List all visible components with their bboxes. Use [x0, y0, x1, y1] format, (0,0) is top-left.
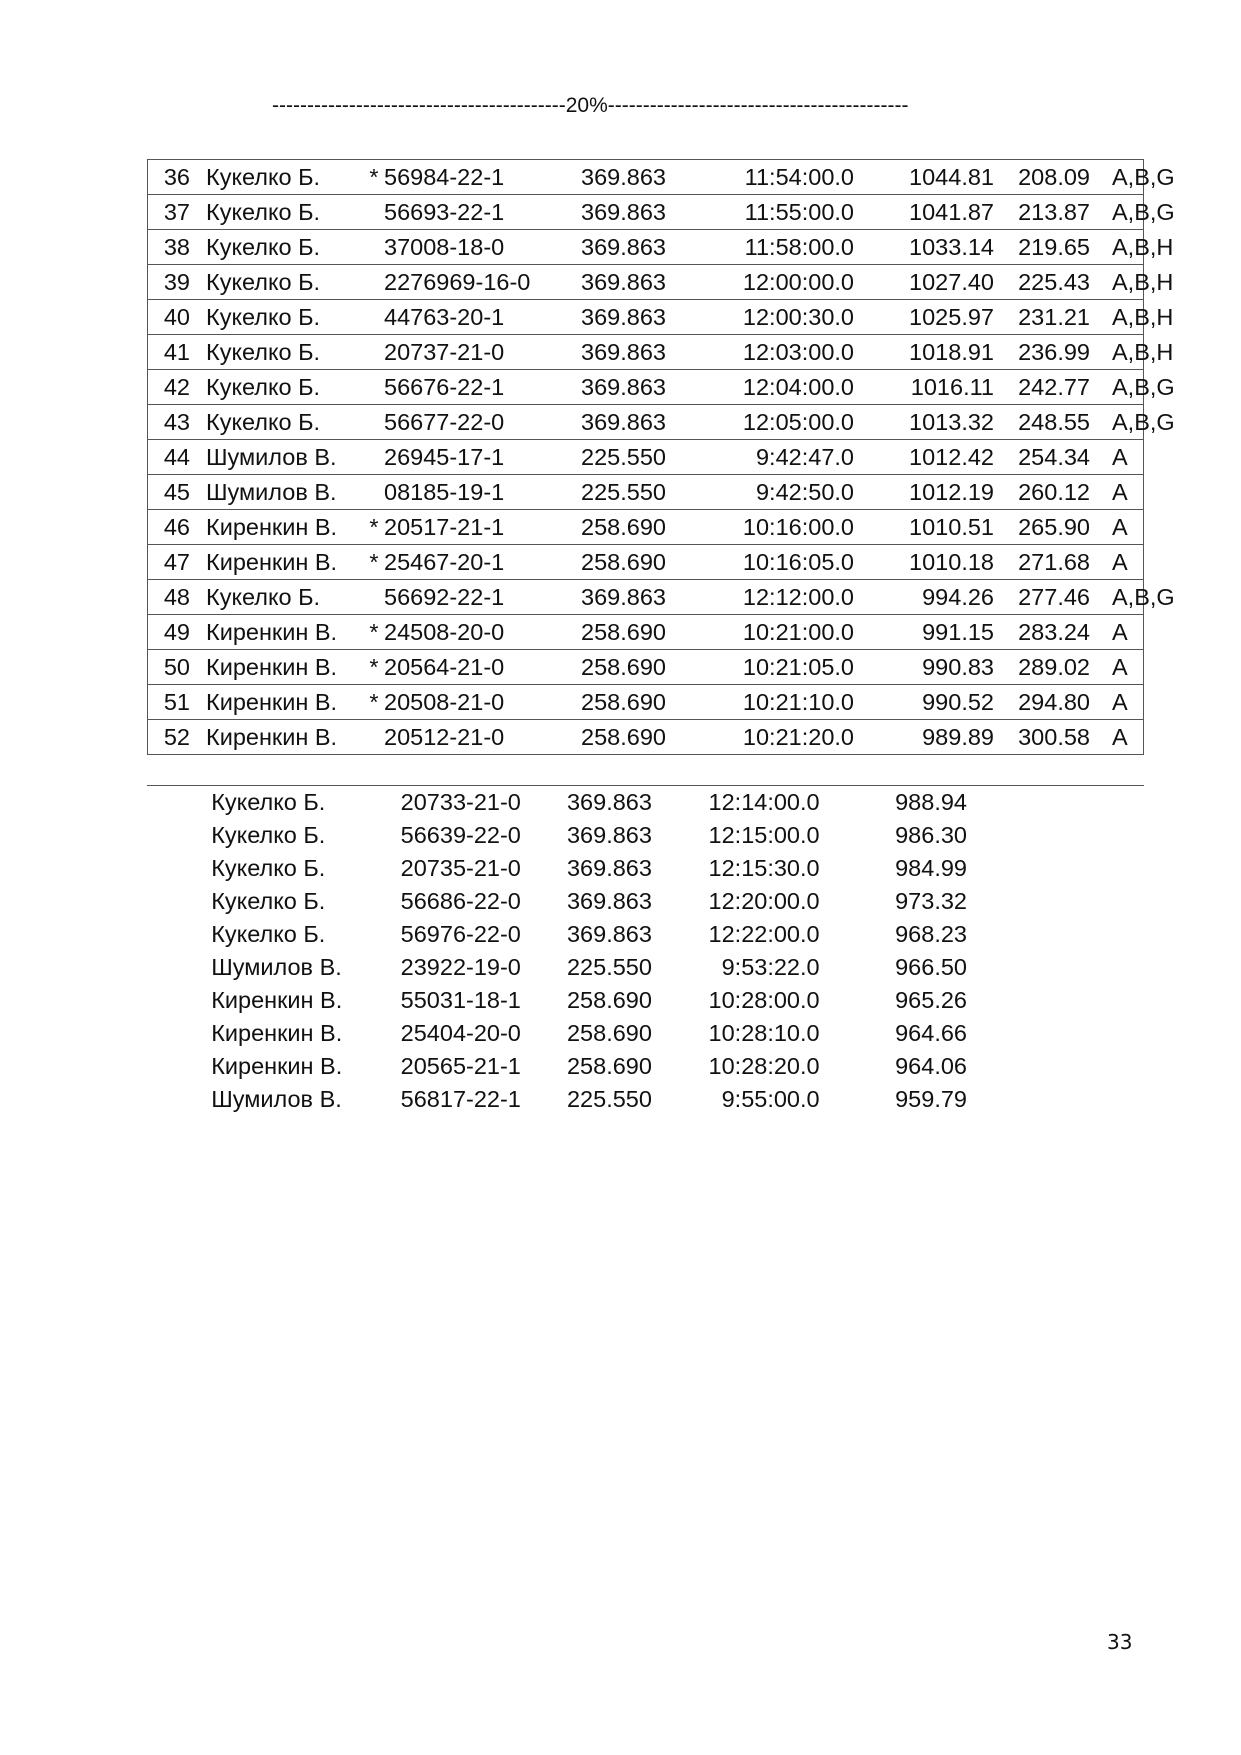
row-number-cell: 41 [148, 335, 197, 370]
value-cell: 1033.14 [894, 230, 1008, 265]
star-mark-cell: * [364, 615, 384, 650]
row-number-cell: 50 [148, 650, 197, 685]
indent-cell [147, 786, 211, 819]
participant-name-cell: Кукелко Б. [196, 230, 364, 265]
position-cell: 283.24 [1008, 615, 1100, 650]
bands-cell: A [1100, 685, 1144, 720]
table-row [148, 720, 1144, 755]
position-cell: 265.90 [1008, 510, 1100, 545]
time-cell: 12:00:30.0 [694, 300, 894, 335]
bands-cell: A [1100, 510, 1144, 545]
star-mark-cell: * [364, 545, 384, 580]
extra-row [147, 819, 967, 852]
participant-name-cell: Кукелко Б. [211, 921, 326, 947]
frequency-cell: 258.690 [546, 545, 694, 580]
table-row [148, 475, 1144, 510]
value-cell: 1013.32 [894, 405, 1008, 440]
row-number-cell: 39 [148, 265, 197, 300]
participant-name-cell: Шумилов В. [211, 1086, 342, 1112]
time-cell: 10:16:00.0 [694, 510, 894, 545]
percent-separator: ------------------------------------------20%------------------------------------------- [272, 94, 909, 117]
value-cell: 984.99 [895, 855, 967, 881]
frequency-cell: 369.863 [566, 921, 652, 947]
extra-row [147, 918, 967, 951]
star-mark-cell [364, 580, 384, 615]
frequency-cell: 369.863 [566, 888, 652, 914]
frequency-cell: 225.550 [566, 1086, 652, 1112]
results-table [147, 159, 1175, 755]
table-row [148, 195, 1144, 230]
extra-row [147, 1050, 967, 1083]
extra-row [147, 852, 967, 885]
row-number-cell: 44 [148, 440, 197, 475]
row-number-cell: 47 [148, 545, 197, 580]
time-cell: 10:21:20.0 [694, 720, 894, 755]
frequency-cell: 258.690 [546, 685, 694, 720]
bands-cell: A [1100, 650, 1144, 685]
participant-name-cell: Кукелко Б. [196, 265, 364, 300]
value-cell: 990.83 [894, 650, 1008, 685]
extra-row [147, 786, 967, 819]
bands-cell: A,B,H [1100, 300, 1144, 335]
indent-cell [147, 852, 211, 885]
row-number-cell: 45 [148, 475, 197, 510]
participant-name-cell: Шумилов В. [211, 954, 342, 980]
record-id-cell: 56976-22-0 [400, 921, 521, 947]
table-row [148, 580, 1144, 615]
value-cell: 964.66 [895, 1020, 967, 1046]
time-cell: 11:58:00.0 [694, 230, 894, 265]
record-id-cell: 56639-22-0 [400, 822, 521, 848]
time-cell: 12:20:00.0 [708, 888, 820, 914]
row-number-cell: 46 [148, 510, 197, 545]
star-mark-cell [364, 195, 384, 230]
participant-name-cell: Кукелко Б. [211, 888, 326, 914]
row-number-cell: 52 [148, 720, 197, 755]
frequency-cell: 369.863 [546, 195, 694, 230]
position-cell: 213.87 [1008, 195, 1100, 230]
position-cell: 236.99 [1008, 335, 1100, 370]
extra-row [147, 1083, 967, 1116]
table-row [148, 300, 1144, 335]
time-cell: 10:21:10.0 [694, 685, 894, 720]
row-number-cell: 37 [148, 195, 197, 230]
value-cell: 968.23 [895, 921, 967, 947]
star-mark-cell [364, 405, 384, 440]
record-id-cell: 20512-21-0 [384, 720, 546, 755]
value-cell: 1010.18 [894, 545, 1008, 580]
record-id-cell: 26945-17-1 [384, 440, 546, 475]
participant-name-cell: Киренкин В. [211, 1020, 343, 1046]
time-cell: 12:15:00.0 [708, 822, 820, 848]
participant-name-cell: Киренкин В. [211, 987, 343, 1013]
position-cell: 248.55 [1008, 405, 1100, 440]
time-cell: 10:21:00.0 [694, 615, 894, 650]
value-cell: 1027.40 [894, 265, 1008, 300]
table-row [148, 685, 1144, 720]
indent-cell [147, 1083, 211, 1116]
table-row [148, 230, 1144, 265]
extra-row [147, 1017, 967, 1050]
star-mark-cell: * [364, 685, 384, 720]
time-cell: 9:53:22.0 [721, 954, 820, 980]
frequency-cell: 258.690 [546, 650, 694, 685]
row-number-cell: 40 [148, 300, 197, 335]
value-cell: 986.30 [895, 822, 967, 848]
bands-cell: A,B,H [1100, 265, 1144, 300]
position-cell: 289.02 [1008, 650, 1100, 685]
value-cell: 964.06 [895, 1053, 967, 1079]
indent-cell [147, 984, 211, 1017]
frequency-cell: 369.863 [566, 855, 652, 881]
time-cell: 12:04:00.0 [694, 370, 894, 405]
record-id-cell: 24508-20-0 [384, 615, 546, 650]
record-id-cell: 20564-21-0 [384, 650, 546, 685]
frequency-cell: 369.863 [546, 230, 694, 265]
row-number-cell: 38 [148, 230, 197, 265]
time-cell: 10:16:05.0 [694, 545, 894, 580]
bands-cell: A [1100, 545, 1144, 580]
frequency-cell: 225.550 [546, 475, 694, 510]
table-row [148, 335, 1144, 370]
frequency-cell: 369.863 [566, 822, 652, 848]
star-mark-cell: * [364, 510, 384, 545]
time-cell: 11:55:00.0 [694, 195, 894, 230]
participant-name-cell: Кукелко Б. [211, 855, 326, 881]
indent-cell [147, 819, 211, 852]
star-mark-cell [364, 335, 384, 370]
record-id-cell: 55031-18-1 [400, 987, 521, 1013]
participant-name-cell: Киренкин В. [196, 685, 364, 720]
table-row [148, 265, 1144, 300]
frequency-cell: 369.863 [546, 265, 694, 300]
value-cell: 989.89 [894, 720, 1008, 755]
value-cell: 991.15 [894, 615, 1008, 650]
bands-cell: A,B,G [1100, 160, 1144, 195]
indent-cell [147, 1017, 211, 1050]
position-cell: 254.34 [1008, 440, 1100, 475]
value-cell: 1044.81 [894, 160, 1008, 195]
record-id-cell: 08185-19-1 [384, 475, 546, 510]
participant-name-cell: Киренкин В. [196, 615, 364, 650]
bands-cell: A,B,G [1100, 370, 1144, 405]
star-mark-cell [364, 475, 384, 510]
participant-name-cell: Киренкин В. [196, 650, 364, 685]
table-row [148, 650, 1144, 685]
time-cell: 10:28:10.0 [708, 1020, 820, 1046]
participant-name-cell: Кукелко Б. [196, 335, 364, 370]
position-cell: 294.80 [1008, 685, 1100, 720]
table-row [148, 615, 1144, 650]
frequency-cell: 258.690 [566, 1020, 652, 1046]
participant-name-cell: Кукелко Б. [196, 300, 364, 335]
bands-cell: A,B,H [1100, 230, 1144, 265]
participant-name-cell: Кукелко Б. [211, 822, 326, 848]
frequency-cell: 369.863 [546, 580, 694, 615]
time-cell: 12:22:00.0 [708, 921, 820, 947]
record-id-cell: 20508-21-0 [384, 685, 546, 720]
participant-name-cell: Кукелко Б. [196, 370, 364, 405]
bands-cell: A [1100, 440, 1144, 475]
position-cell: 208.09 [1008, 160, 1100, 195]
frequency-cell: 225.550 [546, 440, 694, 475]
time-cell: 12:15:30.0 [708, 855, 820, 881]
record-id-cell: 23922-19-0 [400, 954, 521, 980]
record-id-cell: 20517-21-1 [384, 510, 546, 545]
extra-row [147, 885, 967, 918]
record-id-cell: 56692-22-1 [384, 580, 546, 615]
table-row [148, 370, 1144, 405]
position-cell: 242.77 [1008, 370, 1100, 405]
participant-name-cell: Шумилов В. [196, 440, 364, 475]
row-number-cell: 36 [148, 160, 197, 195]
record-id-cell: 2276969-16-0 [384, 265, 546, 300]
position-cell: 271.68 [1008, 545, 1100, 580]
frequency-cell: 258.690 [566, 987, 652, 1013]
record-id-cell: 20733-21-0 [400, 789, 521, 815]
participant-name-cell: Киренкин В. [211, 1053, 343, 1079]
participant-name-cell: Кукелко Б. [211, 789, 326, 815]
bands-cell: A [1100, 720, 1144, 755]
row-number-cell: 49 [148, 615, 197, 650]
frequency-cell: 369.863 [546, 370, 694, 405]
frequency-cell: 258.690 [566, 1053, 652, 1079]
frequency-cell: 369.863 [546, 160, 694, 195]
record-id-cell: 20565-21-1 [400, 1053, 521, 1079]
row-number-cell: 43 [148, 405, 197, 440]
star-mark-cell [364, 230, 384, 265]
record-id-cell: 25467-20-1 [384, 545, 546, 580]
extra-row [147, 984, 967, 1017]
frequency-cell: 369.863 [566, 789, 652, 815]
value-cell: 1041.87 [894, 195, 1008, 230]
table-row [148, 440, 1144, 475]
indent-cell [147, 885, 211, 918]
star-mark-cell [364, 720, 384, 755]
value-cell: 990.52 [894, 685, 1008, 720]
value-cell: 966.50 [895, 954, 967, 980]
table-row [148, 545, 1144, 580]
row-number-cell: 48 [148, 580, 197, 615]
bands-cell: A,B,G [1100, 405, 1144, 440]
indent-cell [147, 1050, 211, 1083]
time-cell: 10:28:00.0 [708, 987, 820, 1013]
bands-cell: A [1100, 475, 1144, 510]
star-mark-cell: * [364, 160, 384, 195]
record-id-cell: 56677-22-0 [384, 405, 546, 440]
value-cell: 1016.11 [894, 370, 1008, 405]
frequency-cell: 258.690 [546, 720, 694, 755]
record-id-cell: 56686-22-0 [400, 888, 521, 914]
page-number: 33 [1107, 1630, 1133, 1654]
time-cell: 9:42:50.0 [694, 475, 894, 510]
extra-results-table [147, 786, 967, 1116]
participant-name-cell: Кукелко Б. [196, 580, 364, 615]
extra-row [147, 951, 967, 984]
time-cell: 10:28:20.0 [708, 1053, 820, 1079]
bands-cell: A,B,H [1100, 335, 1144, 370]
star-mark-cell [364, 265, 384, 300]
record-id-cell: 56817-22-1 [400, 1086, 521, 1112]
record-id-cell: 20735-21-0 [400, 855, 521, 881]
indent-cell [147, 951, 211, 984]
record-id-cell: 44763-20-1 [384, 300, 546, 335]
time-cell: 12:03:00.0 [694, 335, 894, 370]
frequency-cell: 369.863 [546, 405, 694, 440]
participant-name-cell: Киренкин В. [196, 545, 364, 580]
record-id-cell: 56984-22-1 [384, 160, 546, 195]
table-row [148, 405, 1144, 440]
position-cell: 231.21 [1008, 300, 1100, 335]
participant-name-cell: Кукелко Б. [196, 405, 364, 440]
table-row [148, 160, 1144, 195]
time-cell: 12:00:00.0 [694, 265, 894, 300]
value-cell: 988.94 [895, 789, 967, 815]
record-id-cell: 37008-18-0 [384, 230, 546, 265]
indent-cell [147, 918, 211, 951]
position-cell: 219.65 [1008, 230, 1100, 265]
position-cell: 260.12 [1008, 475, 1100, 510]
time-cell: 10:21:05.0 [694, 650, 894, 685]
participant-name-cell: Киренкин В. [196, 510, 364, 545]
value-cell: 973.32 [895, 888, 967, 914]
value-cell: 1012.42 [894, 440, 1008, 475]
star-mark-cell [364, 300, 384, 335]
value-cell: 1012.19 [894, 475, 1008, 510]
time-cell: 9:55:00.0 [721, 1086, 820, 1112]
star-mark-cell [364, 370, 384, 405]
value-cell: 965.26 [895, 987, 967, 1013]
frequency-cell: 225.550 [566, 954, 652, 980]
frequency-cell: 369.863 [546, 335, 694, 370]
record-id-cell: 25404-20-0 [400, 1020, 521, 1046]
bands-cell: A,B,G [1100, 580, 1144, 615]
frequency-cell: 258.690 [546, 615, 694, 650]
time-cell: 12:12:00.0 [694, 580, 894, 615]
record-id-cell: 56693-22-1 [384, 195, 546, 230]
star-mark-cell: * [364, 650, 384, 685]
frequency-cell: 369.863 [546, 300, 694, 335]
value-cell: 1010.51 [894, 510, 1008, 545]
time-cell: 9:42:47.0 [694, 440, 894, 475]
value-cell: 959.79 [895, 1086, 967, 1112]
value-cell: 1018.91 [894, 335, 1008, 370]
value-cell: 1025.97 [894, 300, 1008, 335]
time-cell: 12:05:00.0 [694, 405, 894, 440]
record-id-cell: 56676-22-1 [384, 370, 546, 405]
participant-name-cell: Кукелко Б. [196, 195, 364, 230]
time-cell: 11:54:00.0 [694, 160, 894, 195]
star-mark-cell [364, 440, 384, 475]
frequency-cell: 258.690 [546, 510, 694, 545]
participant-name-cell: Кукелко Б. [196, 160, 364, 195]
value-cell: 994.26 [894, 580, 1008, 615]
row-number-cell: 51 [148, 685, 197, 720]
position-cell: 225.43 [1008, 265, 1100, 300]
participant-name-cell: Киренкин В. [196, 720, 364, 755]
bands-cell: A [1100, 615, 1144, 650]
record-id-cell: 20737-21-0 [384, 335, 546, 370]
bands-cell: A,B,G [1100, 195, 1144, 230]
row-number-cell: 42 [148, 370, 197, 405]
position-cell: 277.46 [1008, 580, 1100, 615]
participant-name-cell: Шумилов В. [196, 475, 364, 510]
position-cell: 300.58 [1008, 720, 1100, 755]
time-cell: 12:14:00.0 [708, 789, 820, 815]
table-row [148, 510, 1144, 545]
